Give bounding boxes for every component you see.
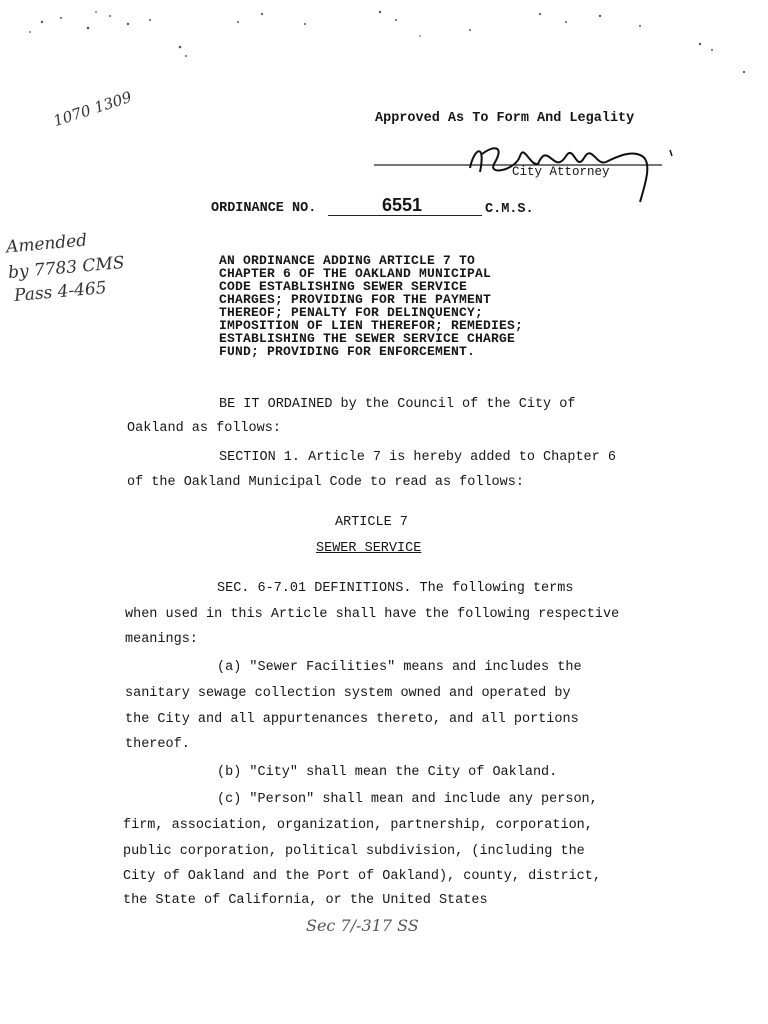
- title-line: CHAPTER 6 OF THE OAKLAND MUNICIPAL: [219, 266, 492, 281]
- signer-title: City Attorney: [512, 165, 610, 179]
- definition-a-line4: thereof.: [125, 737, 190, 752]
- title-line: CODE ESTABLISHING SEWER SERVICE: [219, 279, 468, 294]
- title-line: IMPOSITION OF LIEN THEREFOR; REMEDIES;: [219, 318, 524, 333]
- definition-c-line4: City of Oakland and the Port of Oakland), county, district,: [123, 869, 601, 884]
- section1-line1: SECTION 1. Article 7 is hereby added to Chapter 6: [219, 450, 616, 465]
- definitions-line2: when used in this Article shall have the following respective: [125, 607, 620, 622]
- section1-line2: of the Oakland Municipal Code to read as follows:: [127, 475, 524, 490]
- definition-b-line1: (b) "City" shall mean the City of Oakland.: [217, 765, 558, 780]
- title-line: ESTABLISHING THE SEWER SERVICE CHARGE: [219, 331, 516, 346]
- handwritten-amend-note-line2: by 7783 CMS: [7, 252, 126, 284]
- approval-header: Approved As To Form And Legality: [375, 111, 635, 126]
- enacting-clause-line2: Oakland as follows:: [127, 421, 281, 436]
- ordinance-suffix: C.M.S.: [485, 202, 534, 217]
- definitions-line1: SEC. 6-7.01 DEFINITIONS. The following terms: [217, 581, 574, 596]
- definition-a-line3: the City and all appurtenances thereto, and all portions: [125, 712, 579, 727]
- ordinance-number-underline: [328, 215, 482, 216]
- definition-a-line1: (a) "Sewer Facilities" means and includes the: [217, 660, 582, 675]
- definition-c-line5: the State of California, or the United States: [123, 893, 488, 908]
- title-line: CHARGES; PROVIDING FOR THE PAYMENT: [219, 292, 492, 307]
- enacting-clause-line1: BE IT ORDAINED by the Council of the City of: [219, 397, 576, 412]
- title-line: AN ORDINANCE ADDING ARTICLE 7 TO: [219, 253, 476, 268]
- title-line: FUND; PROVIDING FOR ENFORCEMENT.: [219, 344, 476, 359]
- handwritten-file-number: 1070 1309: [51, 87, 134, 131]
- scan-noise: [0, 0, 768, 80]
- article-heading: ARTICLE 7: [335, 515, 408, 530]
- definition-c-line2: firm, association, organization, partnership, corporation,: [123, 818, 593, 833]
- article-subheading: SEWER SERVICE: [316, 541, 422, 556]
- definitions-line3: meanings:: [125, 632, 198, 647]
- ordinance-number: 6551: [382, 195, 423, 215]
- handwritten-amend-note-line3: Pass 4-465: [13, 277, 108, 307]
- handwritten-amend-note-line1: Amended: [5, 230, 88, 258]
- definition-c-line3: public corporation, political subdivision, (including the: [123, 844, 585, 859]
- definition-a-line2: sanitary sewage collection system owned and operated by: [125, 686, 571, 701]
- ordinance-label: ORDINANCE NO.: [211, 201, 317, 216]
- handwritten-bottom-note: Sec 7/-317 SS: [306, 916, 419, 935]
- title-line: THEREOF; PENALTY FOR DELINQUENCY;: [219, 305, 484, 320]
- definition-c-line1: (c) "Person" shall mean and include any person,: [217, 792, 598, 807]
